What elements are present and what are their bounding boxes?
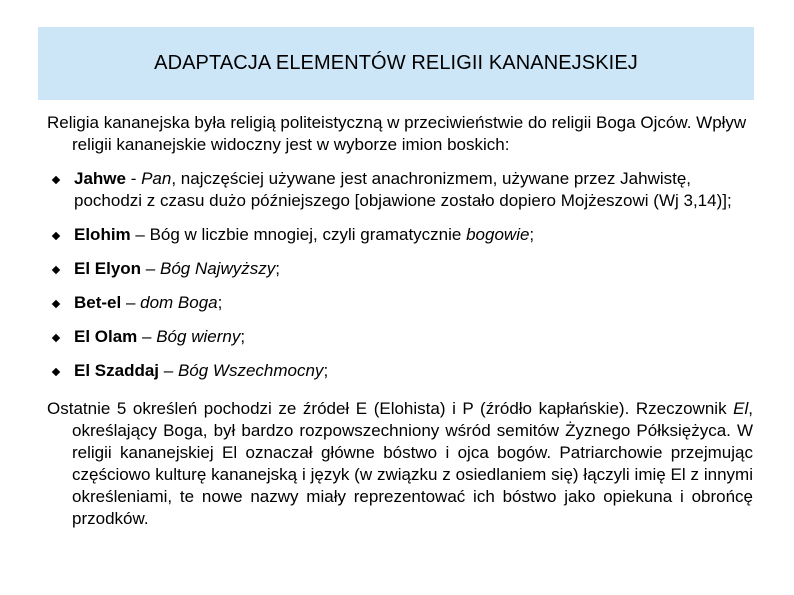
slide-title: ADAPTACJA ELEMENTÓW RELIGII KANANEJSKIEJ [154,52,638,74]
intro-paragraph: Religia kananejska była religią politeistyczną w przeciwieństwie do religii Boga Ojców. Wpływ religii kananejskie widoczny jest w wyborze imion boskich: [47,113,747,154]
title-banner [38,27,754,100]
list-item-el-elyon [47,258,753,280]
bullet-icon [52,266,60,274]
outro-paragraph [47,398,753,530]
name-meaning: Bóg Najwyższy [159,259,276,278]
name-meaning: Bóg Wszechmocny [177,361,324,380]
divine-name: El Olam [74,327,138,346]
name-meaning: dom Boga [140,293,218,312]
bullet-icon [52,176,60,184]
name-description: ; [240,327,246,346]
divine-names-list [47,168,753,382]
bullet-icon [52,232,60,240]
bullet-icon [52,368,60,376]
list-item-el-olam [47,326,753,348]
divine-name: Jahwe [74,169,126,188]
divine-name: El Elyon [74,259,142,278]
name-meaning: bogowie [466,225,530,244]
name-description: , najczęściej używane jest anachronizmem, używane przez Jahwistę, pochodzi z czasu dużo późniejszego [objawione zostało dopiero Mojżeszowi (Wj 3,14)]; [74,169,732,210]
list-item-el-szaddaj [47,360,753,382]
name-description: ; [323,361,329,380]
outro-text-part2: , określający Boga, był bardzo rozpowszechniony wśród semitów Żyznego Półksiężyca. W religii kananejskiej El oznaczał główne bóstwo i ojca bogów. Patriarchowie przejmując częściowo kulturę kananejską i język (w związku z osiedlaniem się) łączyli imię El z innymi określeniami, te nowe nazwy miały reprezentować ich bóstwo jako opiekuna i obrońcę przodków. [72,399,753,528]
name-description: ; [217,293,223,312]
name-description: ; [275,259,280,278]
bullet-icon [52,334,60,342]
divine-name: Bet-el [74,293,122,312]
separator: – Bóg w liczbie mnogiej, czyli gramatycznie [130,225,467,244]
separator: – [121,293,141,312]
slide-content [47,112,753,530]
outro-emphasis: El [733,399,749,418]
outro-text-part1: Ostatnie 5 określeń pochodzi ze źródeł E (Elohista) i P (źródło kapłańskie). Rzeczownik [47,399,734,418]
separator: - [125,169,142,188]
divine-name: El Szaddaj [74,361,160,380]
separator: – [137,327,157,346]
separator: – [141,259,160,278]
list-item-elohim [47,224,753,246]
list-item-jahwe [47,168,753,212]
name-meaning: Bóg wierny [156,327,241,346]
bullet-icon [52,300,60,308]
list-item-bet-el [47,292,753,314]
name-description: ; [529,225,535,244]
separator: – [159,361,178,380]
name-meaning: Pan [141,169,172,188]
divine-name: Elohim [74,225,131,244]
